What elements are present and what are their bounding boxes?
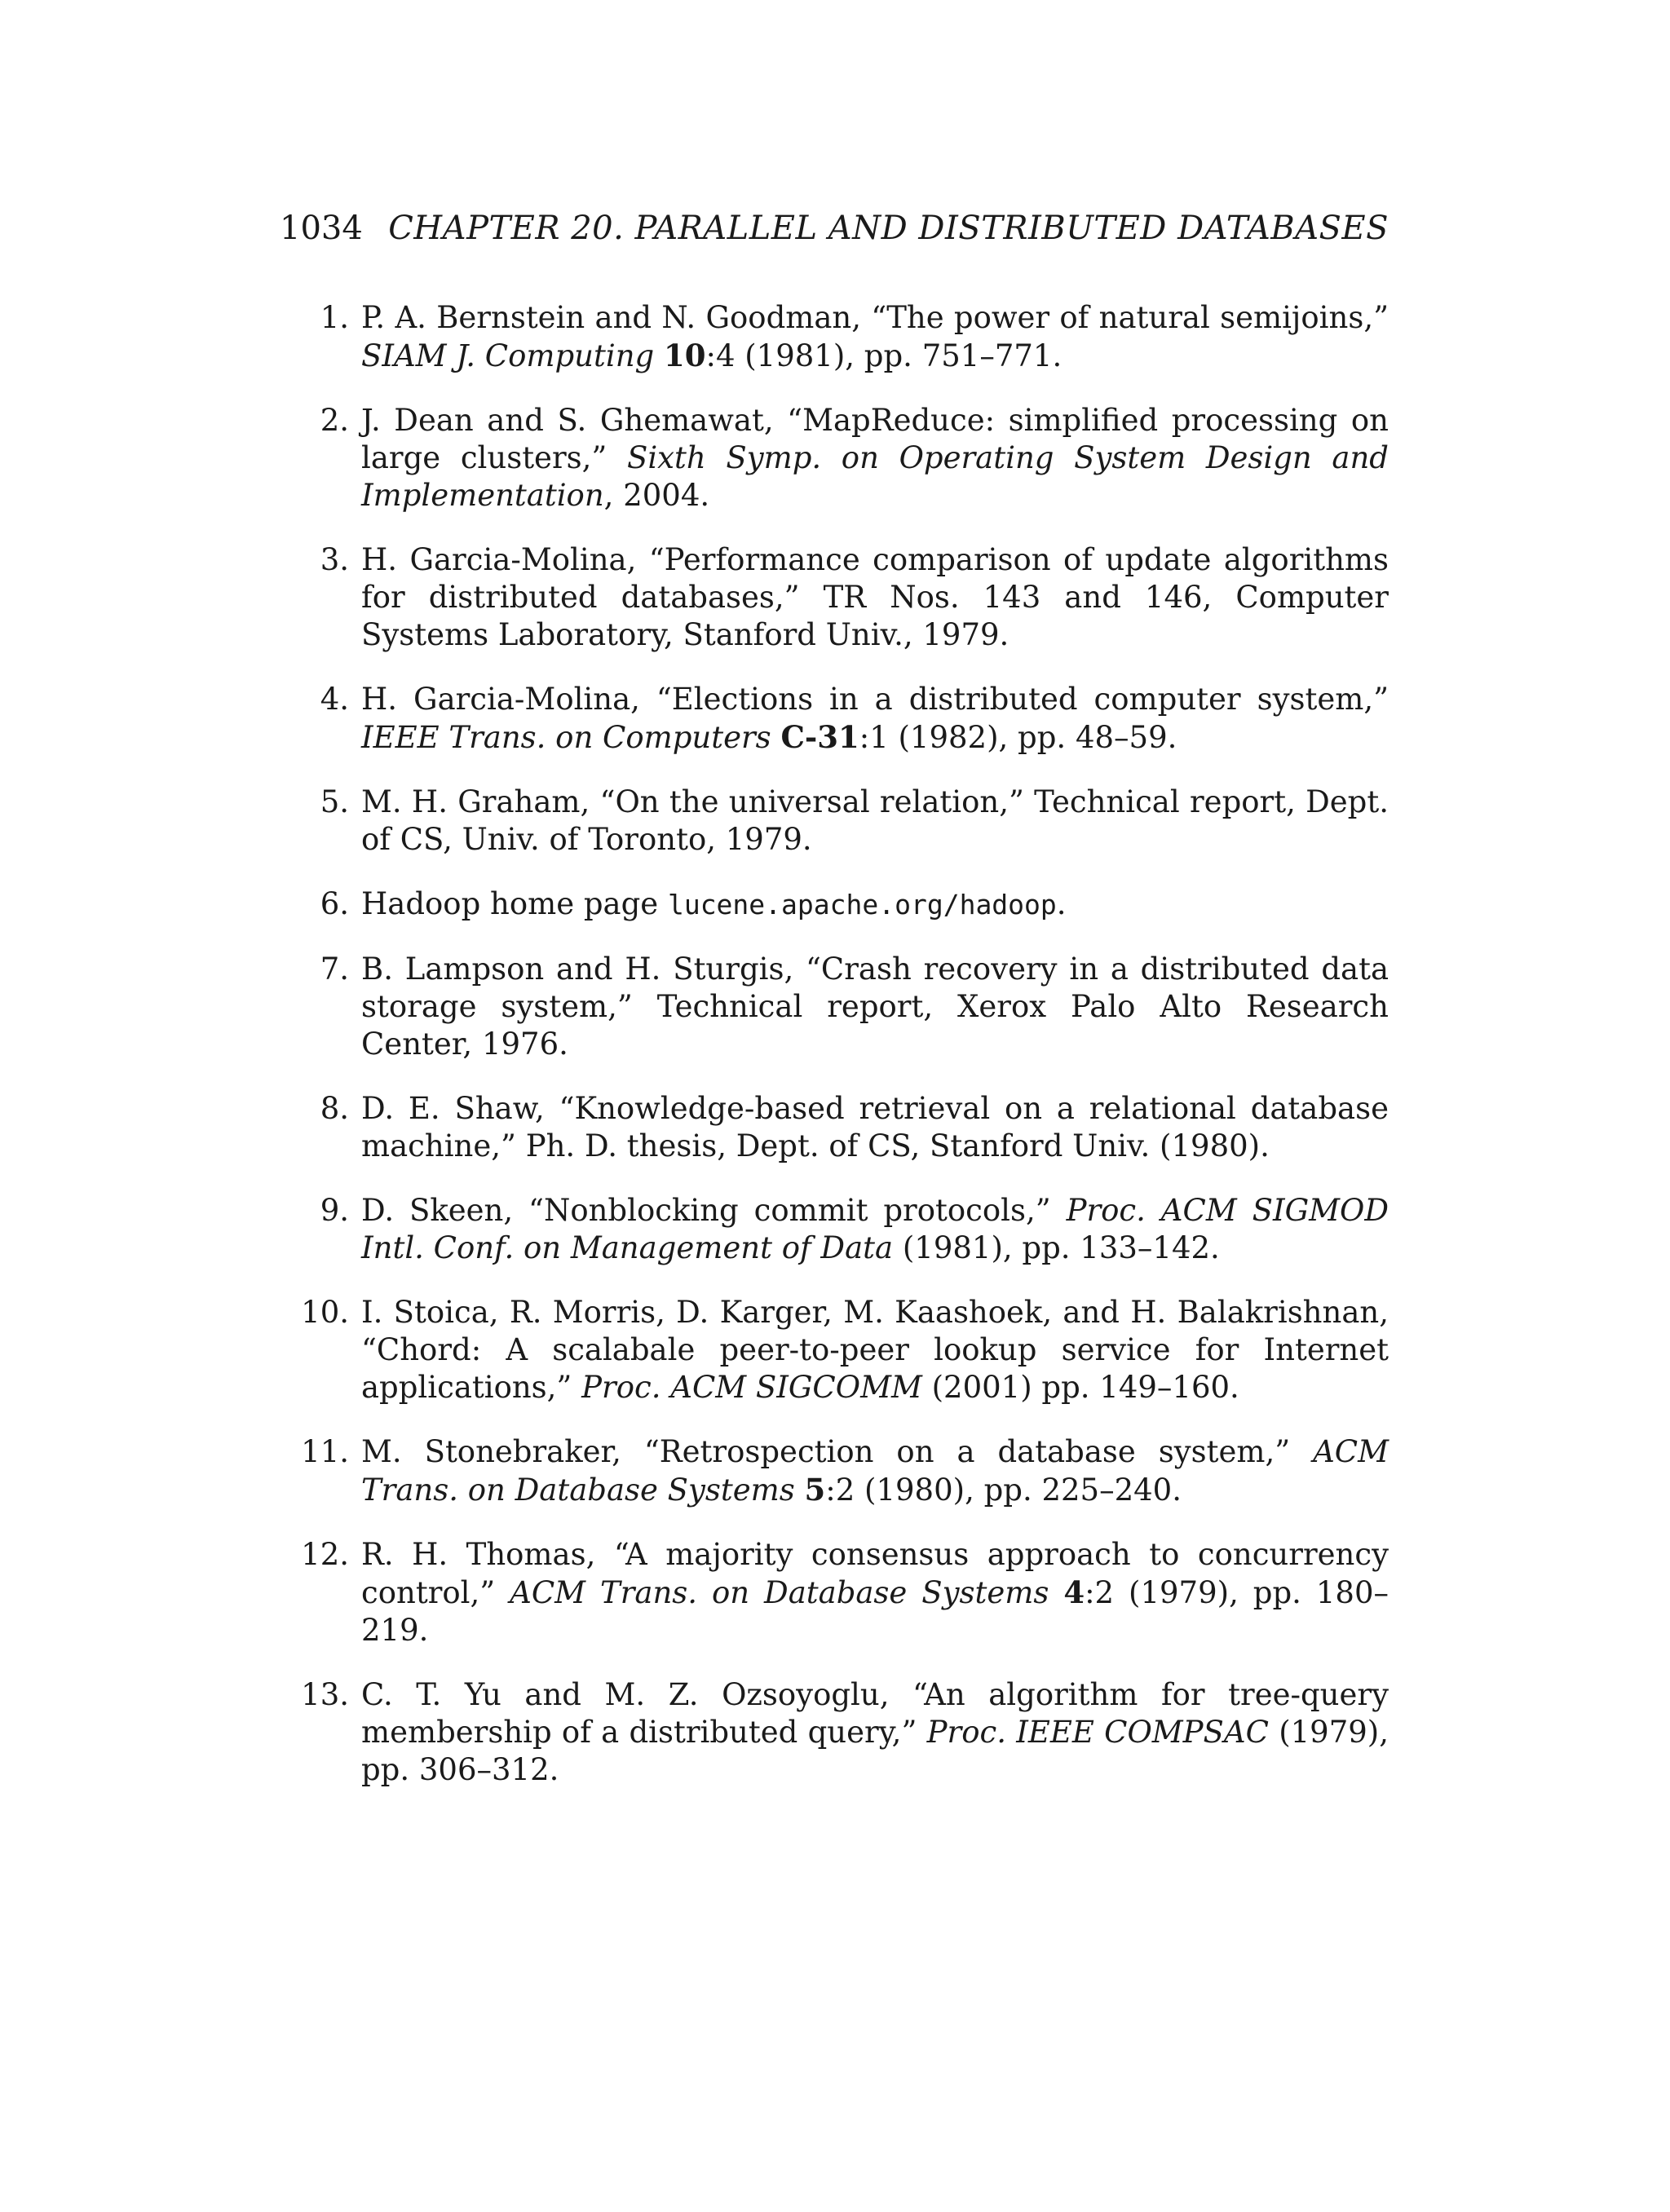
page-header (280, 204, 1389, 253)
reference-text-segment: IEEE Trans. on Computers (361, 720, 771, 755)
reference-text (361, 403, 1389, 513)
reference-entry (280, 299, 1389, 375)
reference-number: 8. (320, 1091, 349, 1126)
reference-entry (280, 541, 1389, 654)
reference-text-segment (795, 1472, 805, 1508)
reference-entry (280, 951, 1389, 1063)
reference-text (361, 1537, 1389, 1648)
reference-text (361, 951, 1389, 1062)
reference-entry (280, 1294, 1389, 1406)
reference-number: 2. (320, 403, 349, 438)
reference-text (361, 1295, 1389, 1405)
reference-text-segment: Hadoop home page (361, 886, 668, 921)
reference-text (361, 784, 1389, 857)
reference-entry (280, 681, 1389, 757)
reference-text (361, 300, 1389, 373)
running-title: CHAPTER 20. PARALLEL AND DISTRIBUTED DATABASES (388, 210, 1389, 247)
reference-entry (280, 1536, 1389, 1649)
reference-text-segment (654, 338, 664, 373)
reference-text (361, 1434, 1389, 1508)
reference-text-segment: Proc. IEEE COMPSAC (926, 1715, 1269, 1750)
reference-text (361, 1193, 1389, 1265)
reference-list (280, 299, 1389, 1816)
reference-text-segment: I. Stoica, R. Morris, D. Karger, M. Kaashoek, and H. Balakrishnan, “Chord: A scalabale peer-to-peer lookup service for Internet applications,” (361, 1295, 1389, 1405)
reference-text-segment: Proc. ACM SIGMOD Intl. Conf. on Management of Data (361, 1193, 1389, 1265)
reference-text-segment: H. Garcia-Molina, “Elections in a distributed computer system,” (361, 682, 1389, 717)
reference-entry (280, 1090, 1389, 1165)
reference-text-segment: 5 (804, 1472, 826, 1508)
reference-text-segment: H. Garcia-Molina, “Performance comparison of update algorithms for distributed databases,” TR Nos. 143 and 146, Computer Systems Laboratory, Stanford Univ., 1979. (361, 542, 1389, 652)
reference-text-segment: C-31 (780, 719, 859, 755)
reference-text-segment: (1981), pp. 133–142. (893, 1230, 1220, 1265)
reference-entry (280, 885, 1389, 924)
reference-text-segment: :2 (1980), pp. 225–240. (825, 1472, 1182, 1508)
reference-text-segment: R. H. Thomas, “A majority consensus approach to concurrency control,” (361, 1537, 1389, 1610)
reference-text-segment: M. H. Graham, “On the universal relation,” Technical report, Dept. of CS, Univ. of Toronto, 1979. (361, 784, 1389, 857)
reference-text-segment: M. Stonebraker, “Retrospection on a database system,” (361, 1434, 1314, 1469)
reference-text-segment: 10 (663, 338, 706, 373)
reference-text-segment: (1979), pp. 306–312. (361, 1715, 1389, 1787)
reference-text (361, 886, 1067, 921)
reference-text-segment: :1 (1982), pp. 48–59. (859, 720, 1177, 755)
reference-text-segment: SIAM J. Computing (361, 338, 655, 373)
reference-number: 10. (301, 1295, 349, 1330)
reference-text-segment: :4 (1981), pp. 751–771. (705, 338, 1063, 373)
reference-number: 5. (320, 784, 349, 819)
reference-text-segment: Proc. ACM SIGCOMM (581, 1370, 922, 1405)
reference-entry (280, 784, 1389, 859)
reference-text-segment: ACM Trans. on Database Systems (361, 1434, 1389, 1508)
reference-text-segment: 4 (1063, 1574, 1085, 1610)
reference-number: 11. (301, 1434, 349, 1469)
reference-text-segment: C. T. Yu and M. Z. Ozsoyoglu, “An algorithm for tree-query membership of a distributed query,” (361, 1677, 1389, 1750)
reference-text-segment: lucene.apache.org/hadoop (667, 889, 1057, 921)
reference-text-segment: :2 (1979), pp. 180–219. (361, 1575, 1389, 1648)
reference-number: 12. (301, 1537, 349, 1572)
reference-text (361, 1677, 1389, 1787)
reference-text-segment: P. A. Bernstein and N. Goodman, “The power of natural semijoins,” (361, 300, 1389, 335)
reference-text (361, 542, 1389, 652)
page-number: 1034 (280, 210, 363, 247)
reference-text-segment: D. E. Shaw, “Knowledge-based retrieval on a relational database machine,” Ph. D. thesis, Dept. of CS, Stanford Univ. (1980). (361, 1091, 1389, 1163)
reference-entry (280, 1192, 1389, 1267)
reference-text-segment: . (1056, 886, 1067, 921)
reference-number: 7. (320, 951, 349, 987)
reference-entry (280, 402, 1389, 514)
reference-number: 9. (320, 1193, 349, 1228)
reference-text-segment: (2001) pp. 149–160. (921, 1370, 1239, 1405)
reference-text-segment (771, 720, 781, 755)
reference-text-segment: ACM Trans. on Database Systems (510, 1575, 1049, 1610)
reference-number: 6. (320, 886, 349, 921)
reference-text (361, 682, 1389, 755)
reference-text-segment: B. Lampson and H. Sturgis, “Crash recovery in a distributed data storage system,” Technical report, Xerox Palo Alto Research Center, 1976. (361, 951, 1389, 1062)
reference-text-segment: D. Skeen, “Nonblocking commit protocols,” (361, 1193, 1067, 1228)
reference-number: 1. (320, 300, 349, 335)
reference-text-segment: J. Dean and S. Ghemawat, “MapReduce: simplified processing on large clusters,” (361, 403, 1389, 475)
reference-text (361, 1091, 1389, 1163)
reference-text-segment: Sixth Symp. on Operating System Design and Implementation (361, 440, 1389, 513)
reference-text-segment: , 2004. (603, 478, 710, 513)
reference-entry (280, 1433, 1389, 1509)
reference-number: 3. (320, 542, 349, 577)
reference-entry (280, 1676, 1389, 1789)
reference-text-segment (1049, 1575, 1063, 1610)
reference-number: 4. (320, 682, 349, 717)
reference-number: 13. (301, 1677, 349, 1712)
